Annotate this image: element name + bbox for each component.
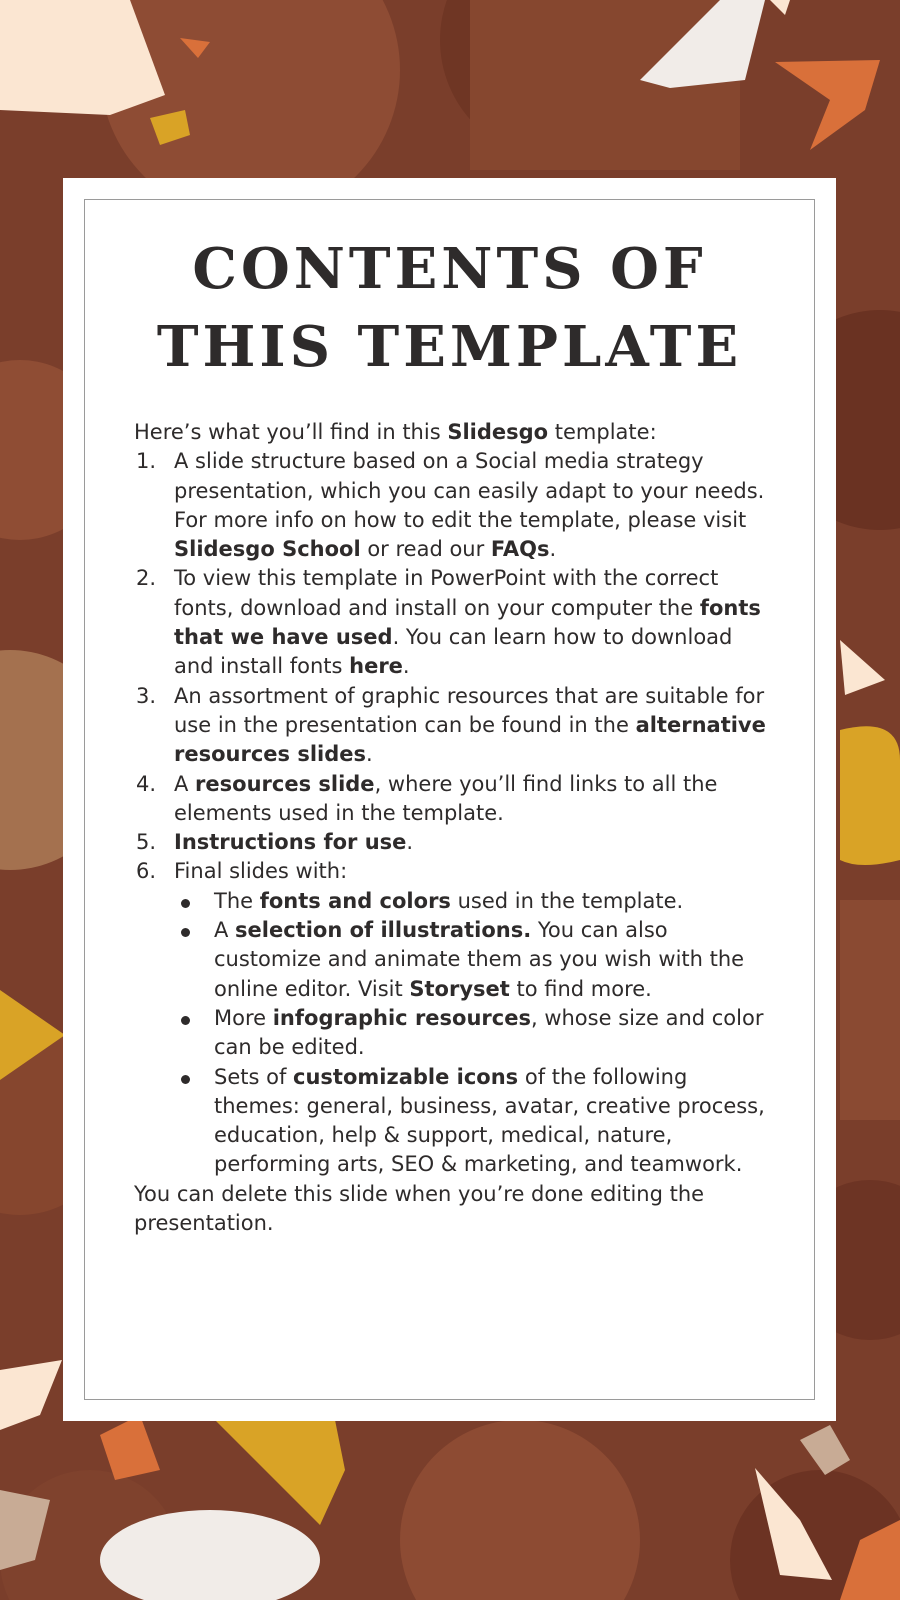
- item-number: 3.: [136, 683, 157, 708]
- item-text: used in the template.: [450, 888, 684, 913]
- item-text: More: [214, 1005, 273, 1030]
- slidesgo-school-link[interactable]: Slidesgo School: [174, 537, 361, 562]
- item-number: 5.: [136, 830, 157, 855]
- item-text: A: [174, 771, 196, 796]
- item-text: .: [406, 830, 414, 855]
- outro-text: You can delete this slide when you’re done editing the presentation.: [134, 1181, 705, 1236]
- intro-text: [134, 418, 774, 447]
- list-item: [134, 447, 774, 564]
- item-text: A slide structure based on a Social media strategy presentation, which you can easily adapt to your needs. For more info on how to edit the template, please visit: [174, 449, 765, 532]
- sub-list-item: [174, 1004, 774, 1063]
- list-item: [134, 828, 774, 857]
- contents-card: [63, 178, 836, 1421]
- item-number: 2.: [136, 566, 157, 591]
- resources-slide-link[interactable]: resources slide: [195, 771, 375, 796]
- customizable-icons-link[interactable]: customizable icons: [293, 1064, 519, 1089]
- infographic-resources-link[interactable]: infographic resources: [272, 1005, 531, 1030]
- bullet-icon: [181, 1016, 190, 1025]
- item-number: 6.: [136, 859, 157, 884]
- item-text: of the following themes: general, business, avatar, creative process, education, help & support, medical, nature, performing arts, SEO & marketing, and teamwork.: [214, 1064, 765, 1177]
- illustrations-link[interactable]: selection of illustrations.: [235, 918, 532, 943]
- instructions-link[interactable]: Instructions for use: [174, 830, 407, 855]
- contents-text: [134, 418, 774, 1238]
- sub-list-item: [174, 887, 774, 916]
- bullet-icon: [181, 1075, 190, 1084]
- sub-list-item: [174, 1063, 774, 1180]
- item-text: Final slides with:: [174, 859, 348, 884]
- item-text: .: [549, 537, 557, 562]
- item-text: or read our: [360, 537, 491, 562]
- storyset-link[interactable]: Storyset: [409, 976, 510, 1001]
- fonts-used-link[interactable]: fonts that we have used: [174, 595, 761, 650]
- item-text: to find more.: [509, 976, 652, 1001]
- intro-before: Here’s what you’ll find in this: [134, 420, 448, 444]
- bullet-icon: [181, 899, 190, 908]
- title-line-2: THIS TEMPLATE: [156, 314, 743, 380]
- alternative-resources-link[interactable]: alternative resources slides: [174, 712, 766, 767]
- list-item: [134, 682, 774, 770]
- contents-list: [134, 447, 774, 1179]
- item-text: A: [214, 918, 236, 943]
- faqs-link[interactable]: FAQs: [490, 537, 550, 562]
- item-text: An assortment of graphic resources that are suitable for use in the presentation can be found in the: [174, 683, 765, 737]
- item-text: The: [214, 888, 260, 913]
- here-link[interactable]: here: [349, 654, 403, 679]
- final-slides-list: [174, 887, 774, 1180]
- fonts-colors-link[interactable]: fonts and colors: [259, 888, 451, 913]
- item-number: 1.: [136, 449, 157, 474]
- item-text: . You can learn how to download and install fonts: [174, 625, 733, 679]
- list-item: [134, 857, 774, 1179]
- title-line-1: CONTENTS OF: [192, 236, 707, 302]
- gold-shard-shape: [840, 726, 900, 865]
- sub-list-item: [174, 916, 774, 1004]
- item-text: .: [402, 654, 410, 679]
- bullet-icon: [181, 928, 190, 937]
- item-text: .: [366, 742, 373, 767]
- list-item: [134, 770, 774, 829]
- item-number: 4.: [136, 771, 157, 796]
- item-text: , where you’ll find links to all the elements used in the template.: [174, 771, 718, 825]
- intro-bold: Slidesgo: [447, 420, 549, 444]
- item-text: You can also customize and animate them as you wish with the online editor. Visit: [214, 918, 745, 1001]
- page-title: [63, 230, 836, 386]
- intro-after: template:: [548, 420, 657, 444]
- item-text: , whose size and color can be edited.: [214, 1005, 764, 1060]
- item-text: Sets of: [214, 1064, 294, 1089]
- list-item: [134, 564, 774, 681]
- item-text: To view this template in PowerPoint with the correct fonts, download and install on your computer the: [174, 566, 719, 620]
